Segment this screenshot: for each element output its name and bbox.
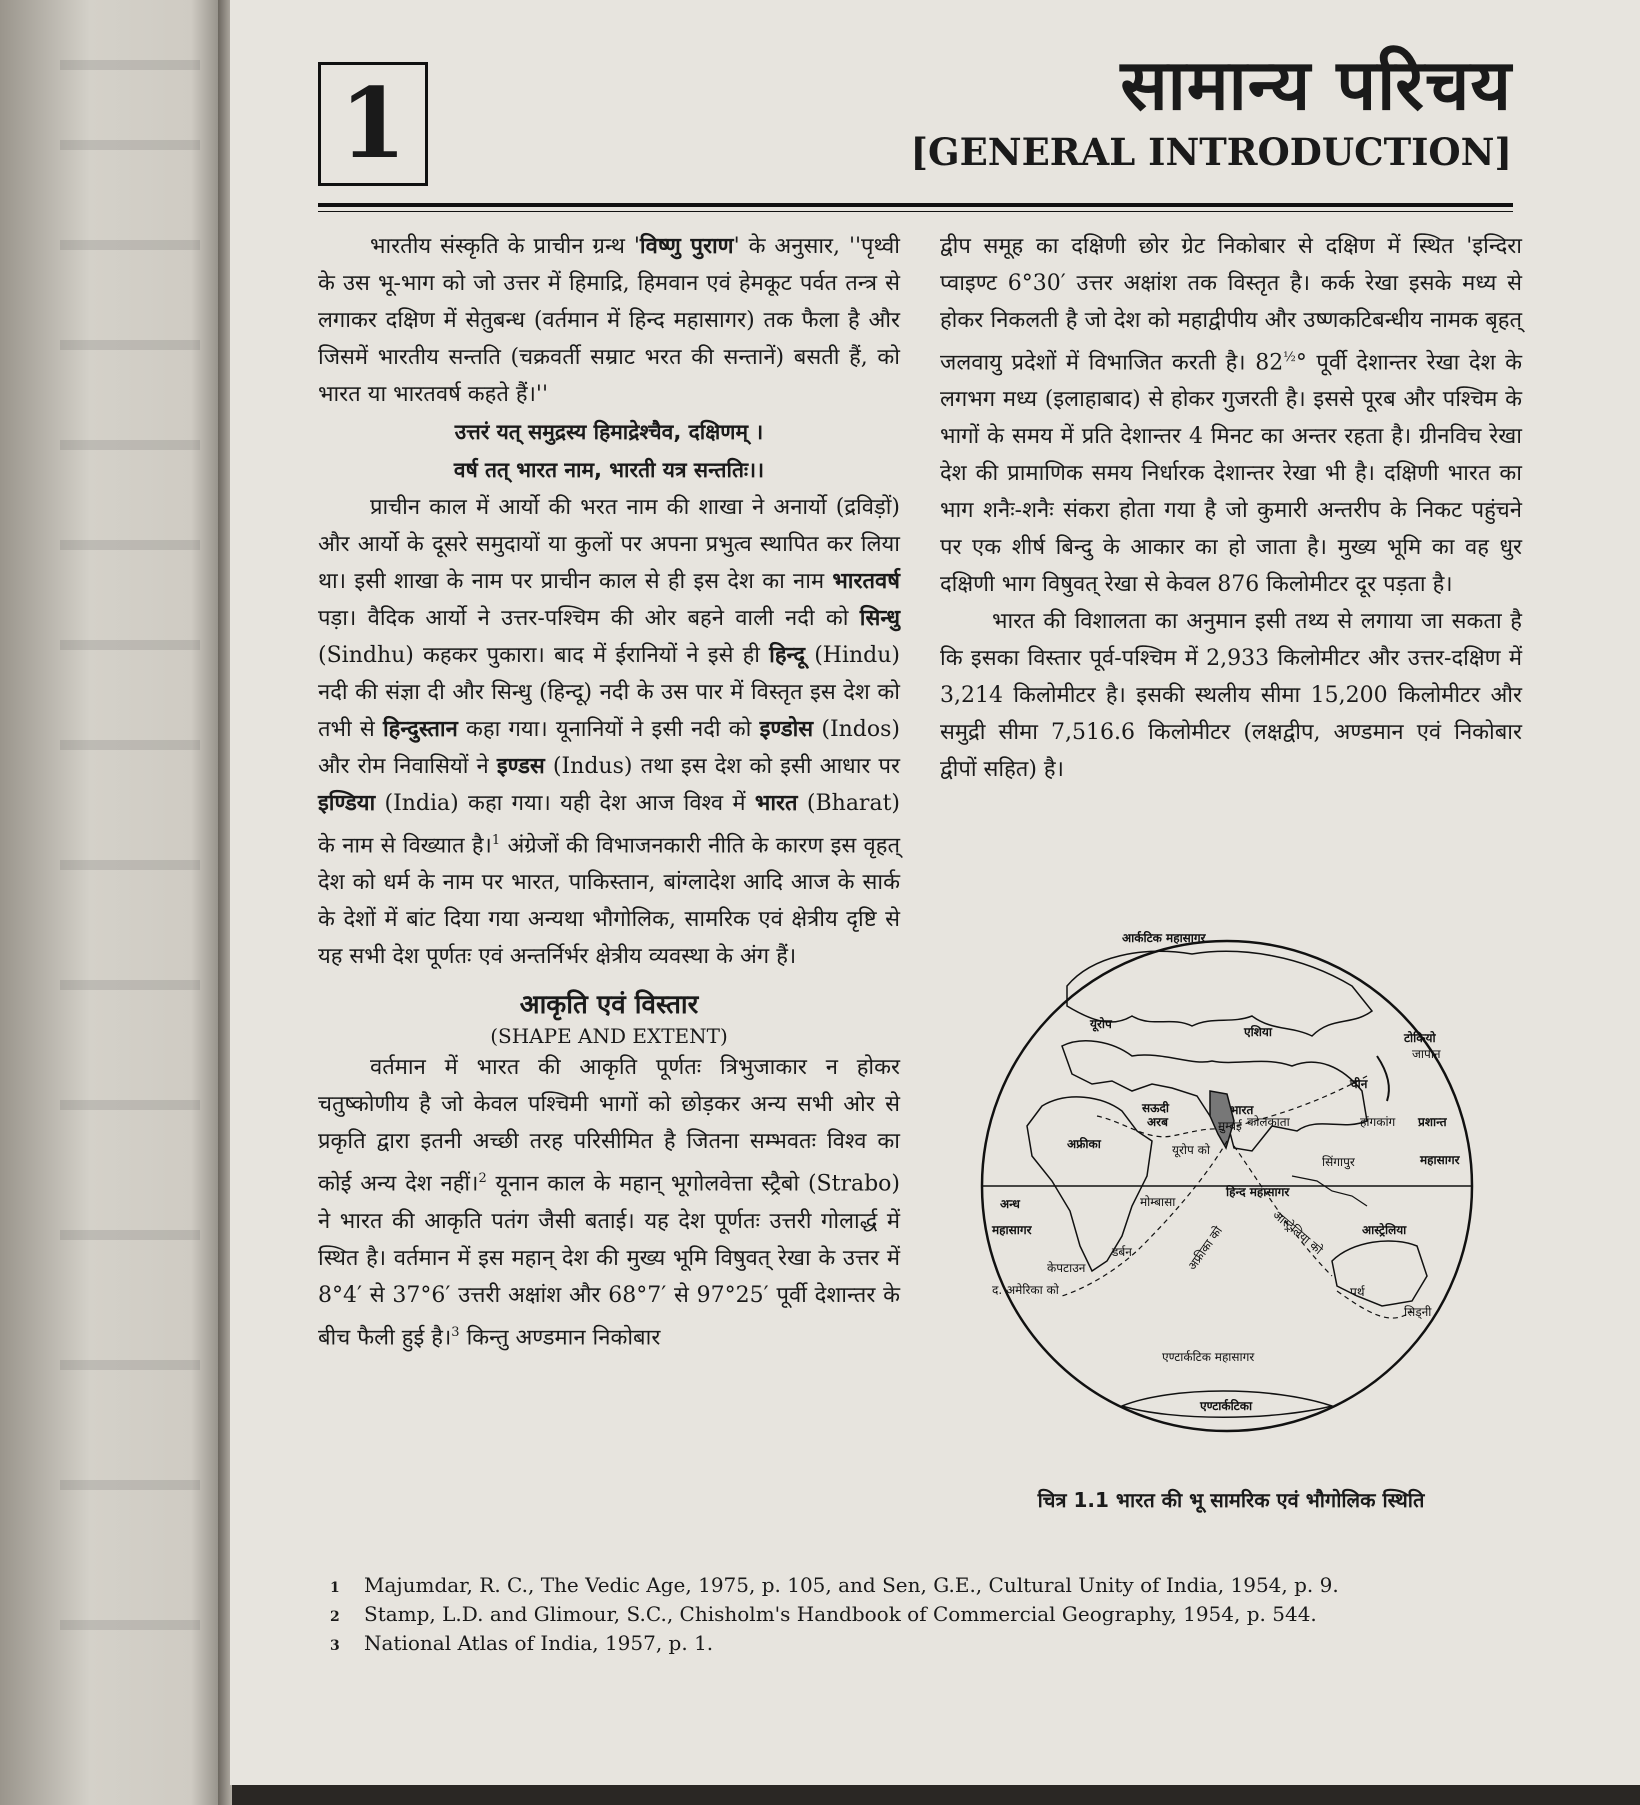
footnote-number: 1 bbox=[330, 1580, 340, 1596]
bold-term: इण्डिया bbox=[318, 790, 376, 816]
bold-term: इण्डस bbox=[496, 753, 545, 779]
title-rule-thin bbox=[318, 211, 1513, 212]
paragraph bbox=[318, 1049, 900, 1356]
chapter-title-hindi: सामान्य परिचय bbox=[1120, 44, 1512, 126]
ghost-text bbox=[60, 1620, 200, 1630]
footnote-ref: 3 bbox=[451, 1324, 460, 1340]
chapter-number-box bbox=[318, 62, 428, 186]
footnote-ref: 2 bbox=[478, 1171, 487, 1187]
map-label: हिन्द महासागर bbox=[1226, 1185, 1290, 1199]
map-label: मोम्बासा bbox=[1140, 1195, 1176, 1209]
text-run: ' के अनुसार, ''पृथ्वी के उस भू-भाग को जो उत्तर में हिमाद्रि, हिमवान एवं हेमकूट पर्वत तन्त्र से लगाकर दक्षिण में सेतुबन्ध (वर्तमान में हिन्द महासागर) तक फैला है और जिसमें भारतीय सन्तति (चक्रवर्ती सम्राट भरत की सन्तानें) बसती हैं, को भारत या भारतवर्ष कहते हैं।'' bbox=[318, 234, 900, 407]
map-label: हांगकांग bbox=[1360, 1115, 1396, 1129]
ghost-text bbox=[60, 1100, 200, 1110]
map-label: एशिया bbox=[1244, 1025, 1272, 1039]
text-run: प्राचीन काल में आर्यो की भरत नाम की शाखा ने अनार्यो (द्रविड़ों) और आर्यो के दूसरे समुदायों या कुलों पर अपना प्रभुत्व स्थापित कर लिया था। इसी शाखा के नाम पर प्राचीन काल से ही इस देश का नाम bbox=[318, 495, 900, 594]
africa-outline bbox=[1027, 1097, 1152, 1271]
ghost-text bbox=[60, 340, 200, 350]
text-run: (Hindu) नदी की संज्ञा दी और सिन्धु (हिन्दू) नदी के उस पार में विस्तृत इस देश को तभी से bbox=[318, 643, 901, 742]
map-label: चीन bbox=[1350, 1077, 1368, 1091]
text-run: (Sindhu) कहकर पुकारा। बाद में ईरानियों ने इसे ही bbox=[318, 643, 770, 668]
text-run: (Indus) तथा इस देश को इसी आधार पर bbox=[544, 754, 901, 779]
text-run: पड़ा। वैदिक आर्यो ने उत्तर-पश्चिम की ओर बहने वाली नदी को bbox=[318, 606, 860, 631]
text-run: वर्तमान में भारत की आकृति पूर्णतः त्रिभुजाकार न होकर चतुष्कोणीय है जो केवल पश्चिमी भागों को छोड़कर अन्य सभी ओर से प्रकृति द्वारा इतनी अच्छी तरह परिसीमित है जितना सम्भवतः विश्व का कोई अन्य देश नहीं। bbox=[318, 1055, 900, 1197]
japan-islands bbox=[1377, 1056, 1389, 1101]
ghost-text bbox=[60, 440, 200, 450]
text-run: ° पूर्वी देशान्तर रेखा देश के लगभग मध्य (इलाहाबाद) से होकर गुजरती है। इससे पूरब और पश्चिम के भागों के समय में प्रति देशान्तर 4 मिनट का अन्तर रहता है। ग्रीनविच रेखा देश की प्रामाणिक समय निर्धारक देशान्तर रेखा भी है। दक्षिणी भारत का भाग शनैः-शनैः संकरा होता गया है जो कुमारी अन्तरीप के निकट पहुंचने पर एक शीर्ष बिन्दु के आकार का हो जाता है। मुख्य भूमि का वह धुर दक्षिणी भाग विषुवत् रेखा से केवल 876 किलोमीटर दूर पड़ता है। bbox=[940, 350, 1522, 598]
bold-term: भारतवर्ष bbox=[832, 568, 900, 594]
ghost-text bbox=[60, 60, 200, 70]
map-label: केपटाउन bbox=[1047, 1261, 1086, 1275]
chapter-title-english: [GENERAL INTRODUCTION] bbox=[910, 130, 1512, 174]
map-label: भारत bbox=[1230, 1103, 1254, 1117]
indonesia-islands bbox=[1292, 1176, 1367, 1206]
ghost-text bbox=[60, 1360, 200, 1370]
text-run: (Indos) और रोम निवासियों ने bbox=[318, 717, 901, 779]
text-run: (India) कहा गया। यही देश आज विश्व में bbox=[375, 791, 755, 816]
bold-term: सिन्धु bbox=[859, 605, 900, 631]
map-label: जापान bbox=[1412, 1047, 1441, 1061]
map-label: यूरोप bbox=[1090, 1017, 1112, 1031]
map-label: टोकियो bbox=[1404, 1031, 1436, 1045]
ghost-text bbox=[60, 740, 200, 750]
bold-term: भारत bbox=[754, 790, 798, 816]
map-label: एण्टार्कटिक महासागर bbox=[1162, 1350, 1255, 1364]
ghost-text bbox=[60, 980, 200, 990]
map-label: सऊदी bbox=[1142, 1101, 1170, 1115]
figure-caption: चित्र 1.1 भारत की भू सामरिक एवं भौगोलिक स्थिति bbox=[1037, 1488, 1425, 1512]
eurasia-north-coast bbox=[1067, 951, 1372, 1036]
footnote bbox=[330, 1572, 1510, 1601]
map-label: अन्ध bbox=[1000, 1197, 1020, 1211]
text-run: किन्तु अण्डमान निकोबार bbox=[459, 1324, 661, 1350]
map-label: अफ्रीका को bbox=[1184, 1223, 1226, 1273]
map-label: प्रशान्त bbox=[1418, 1115, 1447, 1129]
map-label: आस्ट्रेलिया bbox=[1362, 1223, 1407, 1237]
text-run: (Bharat) के नाम से विख्यात है। bbox=[318, 791, 900, 859]
world-map-figure bbox=[972, 916, 1482, 1456]
bold-term: इण्डोस bbox=[759, 716, 814, 742]
sanskrit-verse-line: उत्तरं यत् समुद्रस्य हिमाद्रेश्चैव, दक्षिणम् । bbox=[454, 420, 764, 444]
footnote-number: 2 bbox=[330, 1609, 340, 1625]
map-label: अरब bbox=[1147, 1115, 1168, 1129]
text-run: यूनान काल के महान् भूगोलवेत्ता स्ट्रैबो (Strabo) ने भारत की आकृति पतंग जैसी बताई। यह देश पूर्णतः उत्तरी गोलार्द्ध में स्थित है। वर्तमान में इस महान् देश की मुख्य भूमि विषुवत् रेखा के उत्तर में 8°4′ से 37°6′ उत्तरी अक्षांश और 68°7′ से 97°25′ पूर्वी देशान्तर के बीच फैली हुई है। bbox=[318, 1171, 900, 1350]
ghost-text bbox=[60, 1230, 200, 1240]
shipping-route bbox=[1337, 1291, 1412, 1318]
footnote-ref: 1 bbox=[491, 833, 501, 848]
map-label: द. अमेरिका को bbox=[992, 1283, 1059, 1297]
text-run: कहा गया। यूनानियों ने इसी नदी को bbox=[457, 717, 760, 742]
map-label: अफ्रीका bbox=[1067, 1137, 1101, 1151]
map-label: डर्बन bbox=[1112, 1245, 1132, 1259]
paragraph bbox=[318, 228, 900, 413]
footnote bbox=[330, 1630, 1510, 1659]
chapter-number: 1 bbox=[339, 67, 407, 180]
world-map-svg bbox=[972, 916, 1482, 1456]
map-label: महासागर bbox=[992, 1223, 1032, 1237]
map-label: पर्थ bbox=[1350, 1285, 1365, 1299]
title-rule-thick bbox=[318, 203, 1513, 207]
bold-term: विष्णु पुराण bbox=[639, 233, 734, 259]
australia-outline bbox=[1332, 1241, 1427, 1306]
right-column bbox=[940, 228, 1522, 788]
section-heading: आकृति एवं विस्तार bbox=[519, 990, 699, 1021]
map-label: आस्ट्रेलिया को bbox=[1270, 1207, 1326, 1258]
ghost-text bbox=[60, 240, 200, 250]
left-column bbox=[318, 228, 900, 1356]
footnote-text: National Atlas of India, 1957, p. 1. bbox=[364, 1631, 714, 1655]
shipping-route bbox=[1062, 1141, 1227, 1296]
ghost-text bbox=[60, 140, 200, 150]
footnote-text: Majumdar, R. C., The Vedic Age, 1975, p. 105, and Sen, G.E., Cultural Unity of India, 1954, p. 9. bbox=[364, 1573, 1339, 1597]
map-label: कोलकाता bbox=[1247, 1115, 1290, 1129]
map-label: आर्कटिक महासागर bbox=[1122, 931, 1206, 945]
facing-page bbox=[0, 0, 225, 1805]
bold-term: हिन्दू bbox=[769, 642, 806, 668]
footnote-number: 3 bbox=[330, 1638, 340, 1654]
paragraph bbox=[318, 489, 900, 975]
fraction: ½ bbox=[1283, 350, 1296, 365]
map-label: एण्टार्कटिका bbox=[1200, 1399, 1253, 1413]
paragraph bbox=[940, 228, 1522, 603]
text-run: भारतीय संस्कृति के प्राचीन ग्रन्थ ' bbox=[370, 234, 640, 259]
section-subheading: (SHAPE AND EXTENT) bbox=[490, 1024, 728, 1049]
footnotes bbox=[330, 1572, 1510, 1659]
paragraph: भारत की विशालता का अनुमान इसी तथ्य से लगाया जा सकता है कि इसका विस्तार पूर्व-पश्चिम में 2,933 किलोमीटर और उत्तर-दक्षिण में 3,214 किलोमीटर है। इसकी स्थलीय सीमा 15,200 किलोमीटर और समुद्री सीमा 7,516.6 किलोमीटर (लक्षद्वीप, अण्डमान एवं निकोबार द्वीपों सहित) है। bbox=[940, 609, 1522, 783]
footnote-text: Stamp, L.D. and Glimour, S.C., Chisholm's Handbook of Commercial Geography, 1954, p. 544. bbox=[364, 1602, 1317, 1626]
ghost-text bbox=[60, 860, 200, 870]
text-run: द्वीप समूह का दक्षिणी छोर ग्रेट निकोबार से दक्षिण में स्थित 'इन्दिरा प्वाइण्ट 6°30′ उत्तर अक्षांश तक विस्तृत है। कर्क रेखा इसके मध्य से होकर निकलती है जो देश को महाद्वीपीय और उष्णकटिबन्धीय नामक बृहत् जलवायु प्रदेशों में विभाजित करती है। 82 bbox=[940, 234, 1522, 376]
ghost-text bbox=[60, 1480, 200, 1490]
ghost-text bbox=[60, 640, 200, 650]
map-label: सिड्नी bbox=[1404, 1305, 1432, 1319]
sanskrit-verse-line: वर्ष तत् भारत नाम, भारती यत्र सन्ततिः।। bbox=[453, 458, 765, 482]
bold-term: हिन्दुस्तान bbox=[382, 716, 458, 742]
map-label: यूरोप को bbox=[1172, 1143, 1210, 1157]
map-label: सिंगापुर bbox=[1322, 1155, 1355, 1169]
text-run: अंग्रेजों की विभाजनकारी नीति के कारण इस वृहत् देश को धर्म के नाम पर भारत, पाकिस्तान, बांग्लादेश आदि आज के सार्क के देशों में बांट दिया गया अन्यथा भौगोलिक, सामरिक एवं क्षेत्रीय दृष्टि से यह सभी देश पूर्णतः एवं अन्तर्निर्भर क्षेत्रीय व्यवस्था के अंग हैं। bbox=[318, 833, 900, 970]
ghost-text bbox=[60, 540, 200, 550]
map-label: मुम्बई bbox=[1218, 1119, 1242, 1133]
map-label: महासागर bbox=[1420, 1153, 1460, 1167]
footnote bbox=[330, 1601, 1510, 1630]
